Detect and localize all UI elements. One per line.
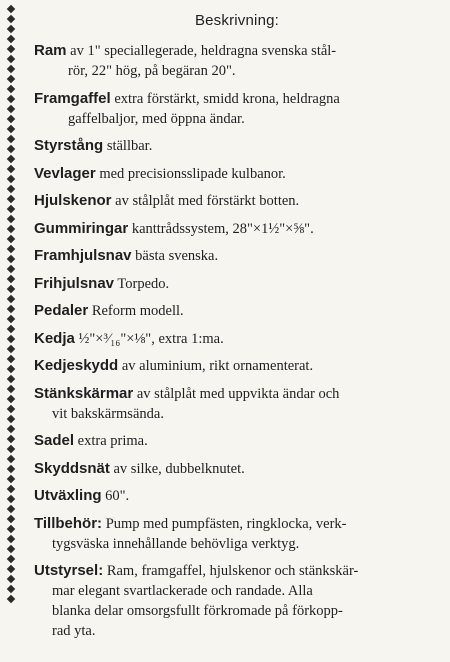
spec-desc: ställbar. (106, 138, 153, 154)
border-diamond (7, 5, 15, 13)
spec-term: Tillbehör: (34, 514, 103, 532)
border-diamond (7, 245, 15, 253)
spec-desc: Reform modell. (91, 303, 184, 319)
spec-desc-cont: blanka delar omsorgsfullt förkromade på förkopp- (52, 603, 343, 619)
page-title: Beskrivning: (194, 12, 280, 29)
spec-desc: av stålplåt med uppvikta ändar och (136, 385, 340, 402)
spec-term: Frihjulsnav (34, 274, 115, 292)
spec-desc: bästa svenska. (135, 248, 219, 264)
spec-term: Utväxling (34, 487, 102, 504)
border-diamond (7, 335, 15, 343)
border-diamond (7, 205, 15, 213)
spec-term: Ram (34, 42, 67, 59)
spec-term: Sadel (34, 432, 75, 449)
spec-framhjulsnav (34, 246, 440, 266)
border-diamond (7, 485, 15, 493)
border-diamond (7, 155, 15, 163)
spec-frihjulsnav (34, 274, 440, 294)
border-diamond (7, 495, 15, 503)
spec-term: Skyddsnät (34, 459, 110, 477)
spec-desc-cont: tygsväska innehållande behövliga verktyg. (52, 535, 300, 552)
spec-skyddsnat (34, 459, 440, 479)
spec-term: Framgaffel (34, 89, 111, 107)
spec-pedaler (34, 301, 440, 321)
spec-desc: av 1" speciallegerade, heldragna svenska stål- (70, 43, 337, 59)
border-diamond (7, 55, 15, 63)
spec-desc-cont: gaffelbaljor, med öppna ändar. (68, 110, 245, 127)
spec-tillbehor (34, 514, 440, 554)
spec-desc: extra prima. (77, 433, 148, 449)
spec-desc: med precisionsslipade kulbanor. (99, 165, 286, 182)
spec-ram (34, 41, 440, 81)
spec-desc: kanttrådssystem, 28"×1½"×⅝". (131, 220, 314, 237)
spec-desc: Torpedo. (117, 275, 170, 292)
spec-desc: Pump med pumpfästen, ringklocka, verk- (105, 515, 347, 532)
spec-desc-cont: rad yta. (52, 623, 96, 639)
spec-desc: 60". (105, 488, 130, 504)
border-diamond (7, 515, 15, 523)
border-diamond (7, 75, 15, 83)
spec-desc: extra förstärkt, smidd krona, heldragna (114, 90, 340, 107)
spec-framgaffel (34, 89, 440, 129)
border-diamond (7, 405, 15, 413)
border-diamond (7, 305, 15, 313)
spec-term: Kedja (34, 329, 75, 347)
spec-term: Pedaler (34, 302, 89, 319)
spec-desc-cont: mar elegant svartlackerade och randade. Alla (52, 583, 313, 599)
border-diamond (7, 215, 15, 223)
border-diamond (7, 415, 15, 423)
border-diamond (7, 125, 15, 133)
spec-term: Gummiringar (34, 219, 129, 237)
spec-sadel (34, 431, 440, 451)
decorative-border (0, 0, 22, 662)
spec-desc: Ram, framgaffel, hjulskenor och stänkskär- (106, 563, 359, 579)
spec-gummiringar (34, 219, 440, 239)
border-diamond (7, 265, 15, 273)
border-diamond (7, 315, 15, 323)
spec-term: Stänkskärmar (34, 384, 134, 402)
border-diamond (7, 565, 15, 573)
spec-desc: ½"×³⁄₁₆"×⅛", extra 1:ma. (78, 330, 224, 347)
border-diamond (7, 345, 15, 353)
border-diamond (7, 475, 15, 483)
border-diamond (7, 465, 15, 473)
spec-vevlager (34, 164, 440, 184)
border-diamond (7, 85, 15, 93)
border-diamond (7, 95, 15, 103)
spec-term: Vevlager (34, 164, 96, 182)
border-diamond (7, 225, 15, 233)
spec-kedja (34, 329, 440, 349)
border-diamond (7, 595, 15, 603)
border-diamond (7, 425, 15, 433)
spec-desc-cont: rör, 22" hög, på begäran 20". (68, 63, 236, 79)
border-diamond (7, 525, 15, 533)
spec-desc: av aluminium, rikt ornamenterat. (121, 358, 314, 374)
border-diamond (7, 355, 15, 363)
description-panel (34, 10, 440, 656)
border-diamond (7, 145, 15, 153)
border-diamond (7, 105, 15, 113)
border-diamond (7, 585, 15, 593)
border-diamond (7, 375, 15, 383)
border-diamond (7, 65, 15, 73)
border-diamond (7, 445, 15, 453)
border-diamond (7, 45, 15, 53)
border-diamond (7, 135, 15, 143)
spec-term: Kedjeskydd (34, 357, 119, 374)
spec-desc: av silke, dubbelknutet. (113, 460, 245, 477)
spec-term: Framhjulsnav (34, 247, 132, 264)
border-diamond (7, 175, 15, 183)
spec-utvaxling (34, 486, 440, 506)
border-diamond (7, 505, 15, 513)
spec-term: Styrstång (34, 137, 104, 154)
spec-desc-cont: vit bakskärmsända. (52, 405, 164, 422)
border-diamond (7, 285, 15, 293)
spec-term: Utstyrsel: (34, 562, 104, 579)
border-diamond (7, 275, 15, 283)
spec-utstyrsel (34, 561, 440, 641)
spec-desc: av stålplåt med förstärkt botten. (115, 193, 300, 209)
border-diamond (7, 435, 15, 443)
border-diamond (7, 395, 15, 403)
border-diamond (7, 535, 15, 543)
border-diamond (7, 295, 15, 303)
border-diamond (7, 385, 15, 393)
border-diamond (7, 185, 15, 193)
border-diamond (7, 325, 15, 333)
border-diamond (7, 25, 15, 33)
spec-styrstang (34, 136, 440, 156)
border-diamond (7, 195, 15, 203)
border-diamond (7, 555, 15, 563)
border-diamond (7, 255, 15, 263)
spec-stankskarmar (34, 384, 440, 424)
border-diamond (7, 575, 15, 583)
spec-hjulskenor (34, 191, 440, 211)
border-diamond (7, 545, 15, 553)
border-diamond (7, 455, 15, 463)
border-diamond (7, 165, 15, 173)
border-diamond (7, 15, 15, 23)
spec-kedjeskydd (34, 356, 440, 376)
border-diamond (7, 35, 15, 43)
border-diamond (7, 235, 15, 243)
border-diamond (7, 115, 15, 123)
spec-term: Hjulskenor (34, 192, 112, 209)
border-diamond (7, 365, 15, 373)
